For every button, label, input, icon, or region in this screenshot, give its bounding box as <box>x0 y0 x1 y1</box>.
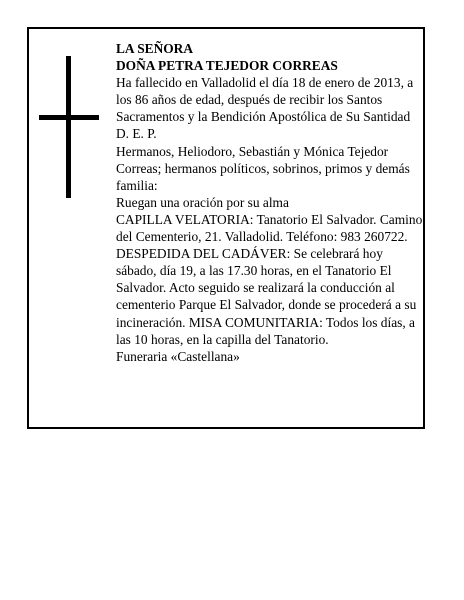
death-announcement: Ha fallecido en Valladolid el día 18 de enero de 2013, a los 86 años de edad, después de recibir los Santos Sacramentos y la Bendición Apostólica de Su Santidad D. E. P. <box>116 75 414 142</box>
notice-text <box>116 40 424 365</box>
prayer-request: Ruegan una oración por su alma <box>116 194 289 210</box>
cross-horizontal-bar <box>39 115 99 120</box>
obituary-notice <box>27 27 425 429</box>
chapel-info: CAPILLA VELATORIA: Tanatorio El Salvador. Camino del Cementerio, 21. Valladolid. Teléfono: 983 260722. <box>116 211 423 245</box>
notice-title: LA SEÑORA <box>116 41 194 56</box>
farewell-info: DESPEDIDA DEL CADÁVER: Se celebrará hoy sábado, día 19, a las 17.30 horas, en el Tanatorio El Salvador. Acto seguido se realizará la conducción al cementerio Parque El Salvador, donde se procederá a su incineración. MISA COMUNITARIA: Todos los días, a las 10 horas, en la capilla del Tanatorio. <box>116 246 417 347</box>
cross-vertical-bar <box>66 56 71 198</box>
deceased-name: DOÑA PETRA TEJEDOR CORREAS <box>116 58 338 74</box>
funeral-home: Funeraria «Castellana» <box>116 348 240 364</box>
family-list: Hermanos, Heliodoro, Sebastián y Mónica Tejedor Correas; hermanos políticos, sobrinos, primos y demás familia: <box>116 143 410 193</box>
cross-icon <box>39 56 99 198</box>
